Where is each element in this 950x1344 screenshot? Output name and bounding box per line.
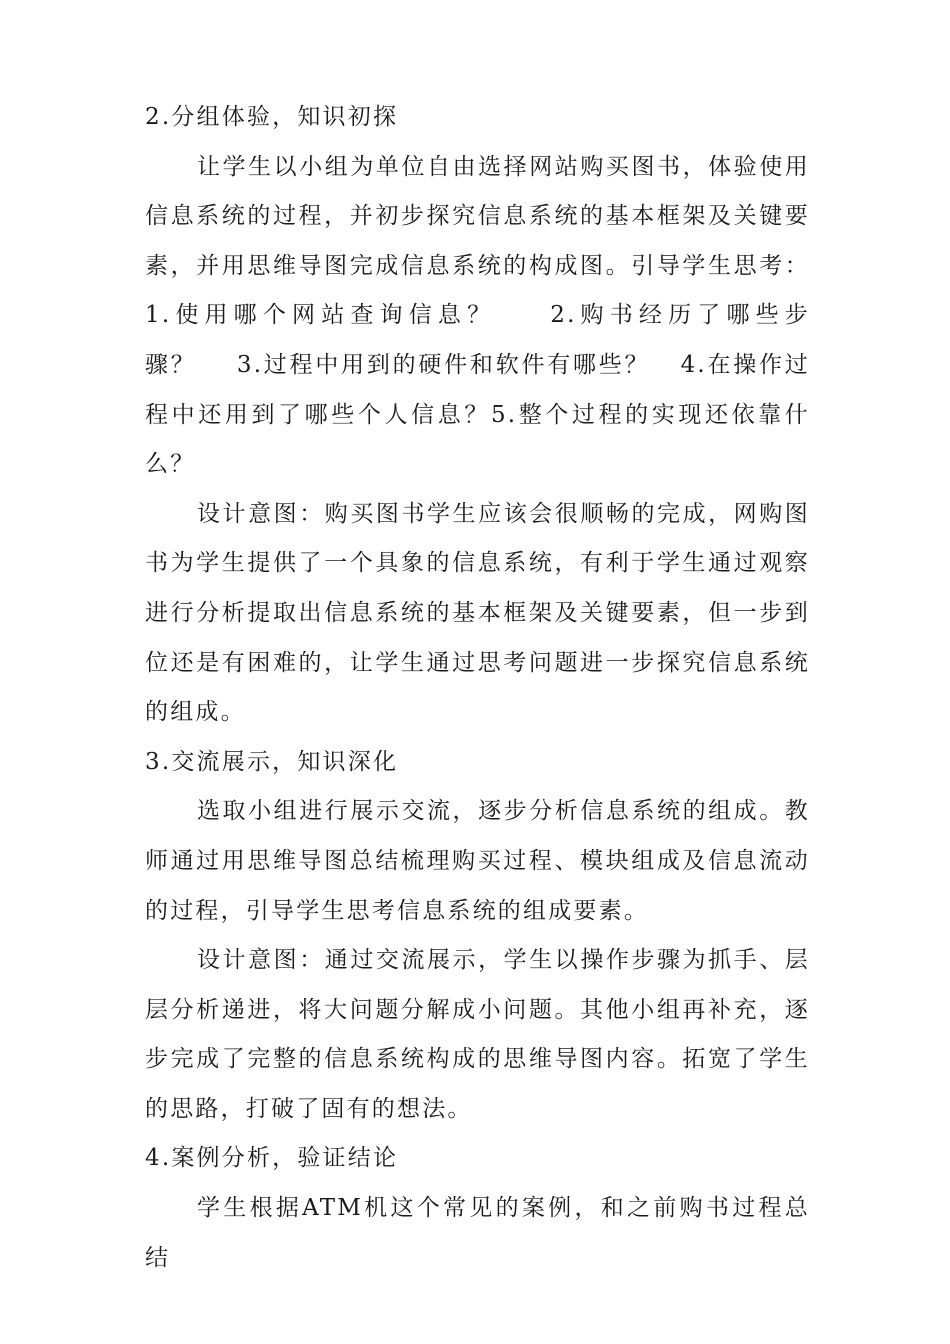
section-heading-2: 2.分组体验，知识初探 xyxy=(145,104,399,130)
paragraph-exchange-display: 选取小组进行展示交流，逐步分析信息系统的组成。教师通过用思维导图总结梳理购买过程、模块组成及信息流动的过程，引导学生思考信息系统的组成要素。 xyxy=(145,798,810,924)
paragraph-design-intent-2: 设计意图：通过交流展示，学生以操作步骤为抓手、层层分析递进，将大问题分解成小问题。其他小组再补充，逐步完成了完整的信息系统构成的思维导图内容。拓宽了学生的思路，打破了固有的想法。 xyxy=(145,947,810,1122)
document-body xyxy=(145,93,810,1283)
paragraph-case-analysis: 学生根据ATM机这个常见的案例，和之前购书过程总结 xyxy=(145,1195,810,1271)
question-1: 1.使用哪个网站查询信息？ xyxy=(145,302,497,329)
question-4: 4.在操作过程中还用到了哪些个人信息？ xyxy=(145,351,810,428)
question-2: 2.购书经历了哪些步骤？ xyxy=(145,302,810,378)
section-heading-3: 3.交流展示，知识深化 xyxy=(145,748,399,775)
section-heading-4: 4.案例分析，验证结论 xyxy=(145,1145,399,1172)
paragraph-text: 让学生以小组为单位自由选择网站购买图书，体验使用信息系统的过程，并初步探究信息系统的基本框架及关键要素，并用思维导图完成信息系统的构成图。引导学生思考： xyxy=(145,153,810,279)
paragraph-group-experience xyxy=(145,143,810,490)
paragraph-design-intent-1: 设计意图：购买图书学生应该会很顺畅的完成，网购图书为学生提供了一个具象的信息系统，有利于学生通过观察进行分析提取出信息系统的基本框架及关键要素，但一步到位还是有困难的，让学生通过思考问题进一步探究信息系统的组成。 xyxy=(145,500,810,726)
question-5: 5.整个过程的实现还依靠什么？ xyxy=(145,401,810,478)
question-3: 3.过程中用到的硬件和软件有哪些？ xyxy=(236,351,651,378)
